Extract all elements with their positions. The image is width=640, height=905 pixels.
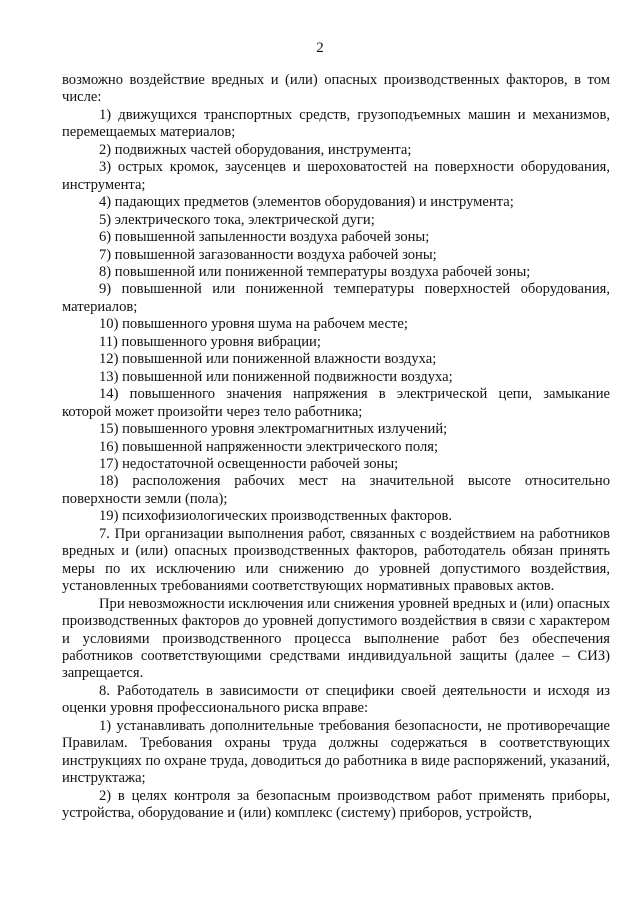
clause-8-item-1: 1) устанавливать дополнительные требования безопасности, не противоречащие Правилам. Требования охраны труда должны содержаться в соответствующих инструкциях по охране труда, доводиться до работника в виде распоряжений, указаний, инструктажа; — [62, 717, 610, 787]
paragraph-intro: возможно воздействие вредных и (или) опасных производственных факторов, в том числе: — [62, 72, 610, 106]
list-item-17: 17) недостаточной освещенности рабочей зоны; — [99, 455, 399, 472]
list-item-18: 18) расположения рабочих мест на значительной высоте относительно поверхности земли (пола); — [62, 473, 610, 507]
clause-8: 8. Работодатель в зависимости от специфики своей деятельности и исходя из оценки уровня профессионального риска вправе: — [62, 682, 610, 717]
list-item-9: 9) повышенной или пониженной температуры поверхностей оборудования, материалов; — [62, 281, 610, 315]
clause-7-continuation: При невозможности исключения или снижения уровней вредных и (или) опасных производственных факторов до уровней допустимого воздействия в связи с характером и условиями производственного процесса выполнение работ без обеспечения работников соответствующими средствами индивидуальной защиты (далее – СИЗ) запрещается. — [62, 595, 610, 682]
list-item-19: 19) психофизиологических производственных факторов. — [99, 508, 453, 525]
page-number: 2 — [316, 40, 324, 56]
list-item-13: 13) повышенной или пониженной подвижности воздуха; — [99, 368, 453, 385]
list-item-3: 3) острых кромок, заусенцев и шероховатостей на поверхности оборудования, инструмента; — [62, 159, 610, 193]
list-item-7: 7) повышенной загазованности воздуха рабочей зоны; — [99, 246, 437, 263]
list-item-14: 14) повышенного значения напряжения в электрической цепи, замыкание которой может произойти через тело работника; — [62, 386, 610, 420]
document-body — [62, 72, 610, 822]
list-item-16: 16) повышенной напряженности электрического поля; — [99, 438, 439, 455]
list-item-8: 8) повышенной или пониженной температуры воздуха рабочей зоны; — [99, 263, 531, 280]
list-item-1: 1) движущихся транспортных средств, грузоподъемных машин и механизмов, перемещаемых материалов; — [62, 106, 610, 141]
list-item-4: 4) падающих предметов (элементов оборудования) и инструмента; — [99, 194, 514, 211]
list-item-2: 2) подвижных частей оборудования, инструмента; — [99, 141, 412, 158]
clause-8-item-2: 2) в целях контроля за безопасным производством работ применять приборы, устройства, оборудование и (или) комплекс (систему) приборов, устройств, — [62, 787, 610, 822]
list-item-11: 11) повышенного уровня вибрации; — [99, 333, 321, 350]
list-item-15: 15) повышенного уровня электромагнитных излучений; — [99, 421, 448, 438]
list-item-12: 12) повышенной или пониженной влажности воздуха; — [99, 351, 437, 368]
list-item-5: 5) электрического тока, электрической дуги; — [99, 211, 375, 228]
list-item-6: 6) повышенной запыленности воздуха рабочей зоны; — [99, 229, 430, 246]
clause-7: 7. При организации выполнения работ, связанных с воздействием на работников вредных и (или) опасных производственных факторов, работодатель обязан принять меры по их исключению или снижению до уровней допустимого воздействия, установленных требованиями соответствующих нормативных правовых актов. — [62, 525, 610, 595]
list-item-10: 10) повышенного уровня шума на рабочем месте; — [99, 316, 408, 333]
